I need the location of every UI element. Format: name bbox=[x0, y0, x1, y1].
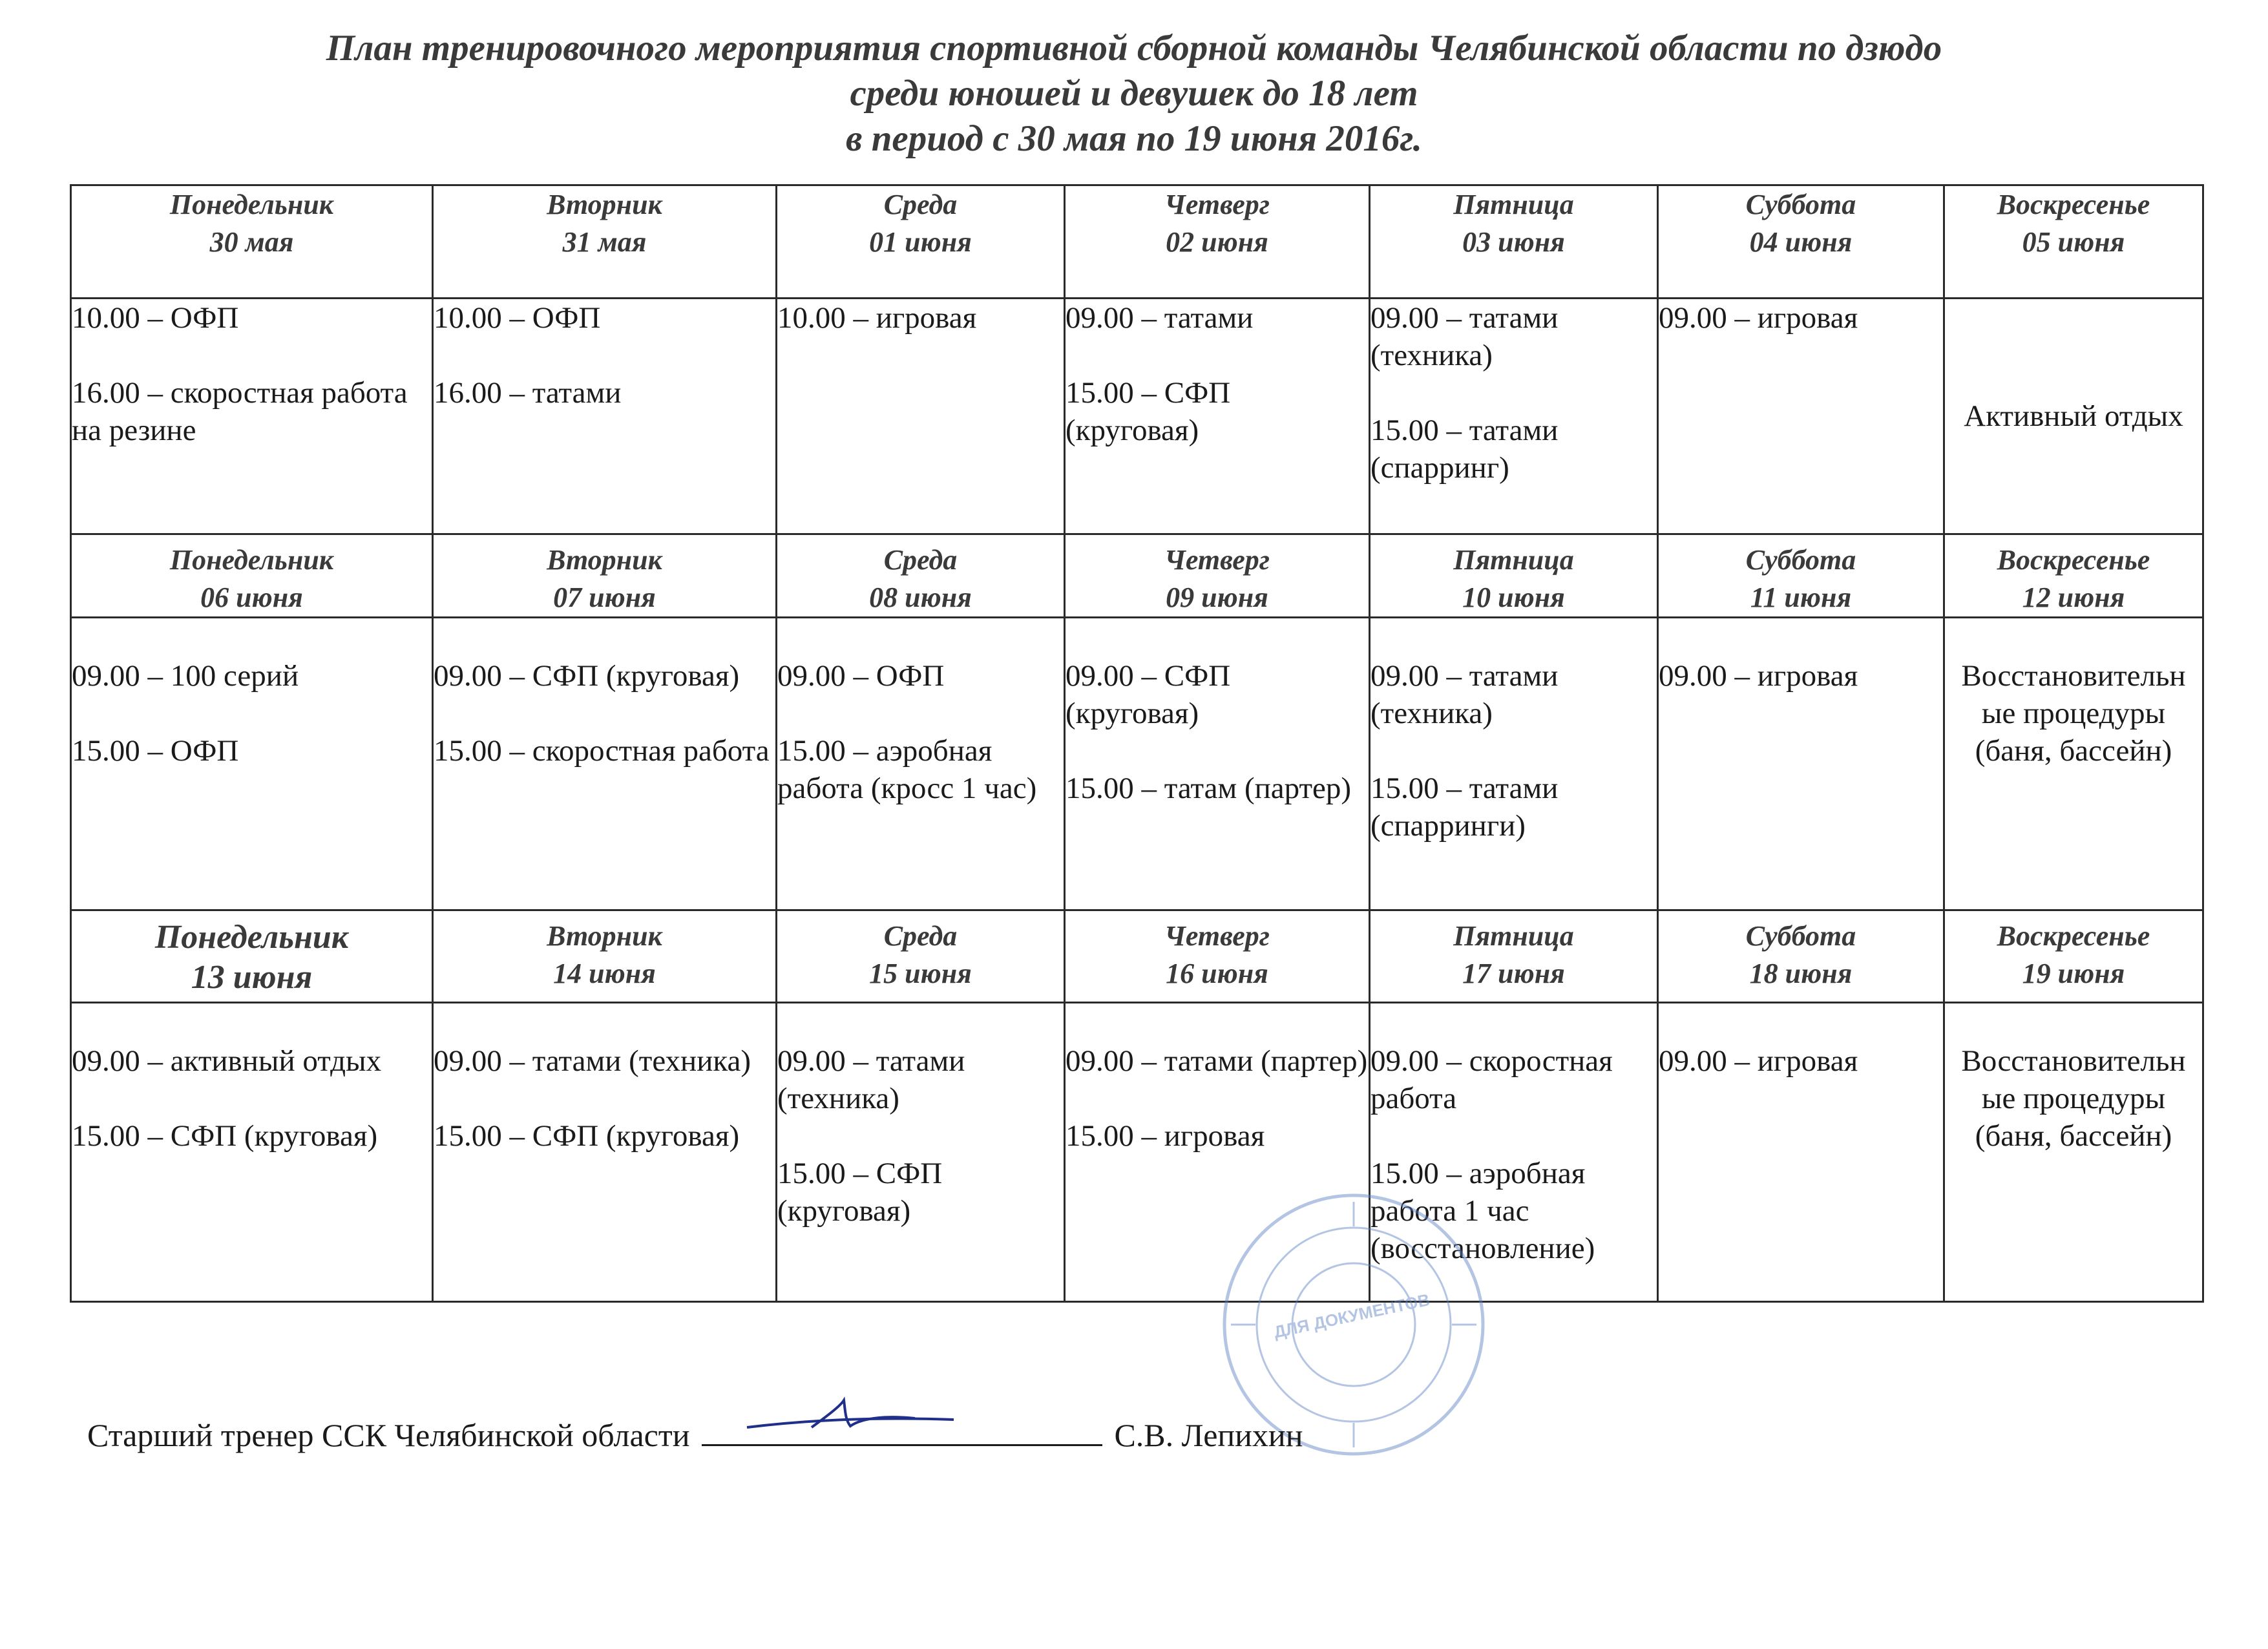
stamp-text: ДЛЯ ДОКУМЕНТОВ bbox=[1272, 1290, 1432, 1342]
day-date: 15 июня bbox=[869, 958, 972, 989]
day-date: 12 июня bbox=[2022, 582, 2125, 613]
day-date: 19 июня bbox=[2022, 958, 2125, 989]
schedule-cell bbox=[433, 618, 777, 910]
schedule-row bbox=[71, 618, 2203, 910]
schedule-cell bbox=[777, 299, 1065, 534]
day-date: 16 июня bbox=[1166, 958, 1268, 989]
day-name: Пятница bbox=[1453, 544, 1574, 576]
activity-entry: 15.00 – татами (спарринги) bbox=[1370, 772, 1559, 843]
activity-entry: 15.00 – аэробная работа (кросс 1 час) bbox=[777, 734, 1037, 805]
day-header bbox=[1658, 534, 1944, 618]
day-date: 11 июня bbox=[1750, 582, 1852, 613]
day-name: Воскресенье bbox=[1997, 544, 2150, 576]
day-header bbox=[1944, 910, 2203, 1003]
day-name: Пятница bbox=[1453, 920, 1574, 952]
activity-entry: 09.00 – СФП (круговая) bbox=[434, 659, 740, 693]
schedule-cell bbox=[1944, 1003, 2203, 1302]
day-header bbox=[1658, 185, 1944, 299]
activity-entry: 09.00 – скоростная работа bbox=[1370, 1044, 1613, 1115]
day-name: Пятница bbox=[1453, 189, 1574, 220]
day-name: Среда bbox=[883, 920, 958, 952]
schedule-cell bbox=[1658, 299, 1944, 534]
day-header bbox=[1065, 185, 1370, 299]
day-header bbox=[1658, 910, 1944, 1003]
schedule-cell bbox=[433, 299, 777, 534]
day-name: Среда bbox=[883, 544, 958, 576]
activity-entry: 15.00 – татам (партер) bbox=[1066, 772, 1352, 805]
signer-position: Старший тренер ССК Челябинской области bbox=[87, 1417, 690, 1453]
day-name: Воскресенье bbox=[1997, 920, 2150, 952]
day-header bbox=[777, 534, 1065, 618]
schedule-table bbox=[70, 184, 2204, 1303]
day-date: 17 июня bbox=[1462, 958, 1565, 989]
day-header bbox=[777, 185, 1065, 299]
activity-entry: 10.00 – ОФП bbox=[434, 301, 601, 335]
activity-entry: 15.00 – ОФП bbox=[72, 734, 239, 768]
day-date: 13 июня bbox=[191, 959, 313, 996]
day-header bbox=[433, 534, 777, 618]
activity-entry: 09.00 – татами (техника) bbox=[434, 1044, 751, 1078]
activity-entry: 09.00 – активный отдых bbox=[72, 1044, 382, 1078]
day-name: Вторник bbox=[547, 189, 662, 220]
day-date: 04 июня bbox=[1749, 226, 1853, 258]
signature-block bbox=[87, 1412, 1303, 1455]
activity-entry: 15.00 – СФП (круговая) bbox=[434, 1119, 740, 1153]
day-name: Суббота bbox=[1745, 544, 1856, 576]
activity-entry: 15.00 – аэробная работа 1 час (восстановление) bbox=[1370, 1157, 1595, 1265]
activity-entry: 16.00 – татами bbox=[434, 376, 622, 410]
day-date: 10 июня bbox=[1462, 582, 1565, 613]
signature-line bbox=[702, 1412, 1102, 1446]
day-header bbox=[1065, 910, 1370, 1003]
day-name: Понедельник bbox=[169, 544, 334, 576]
schedule-cell bbox=[71, 299, 433, 534]
activity-entry: 15.00 – СФП (круговая) bbox=[72, 1119, 378, 1153]
day-name: Вторник bbox=[547, 544, 662, 576]
activity-entry: Восстановительн ые процедуры (баня, бассейн) bbox=[1961, 659, 2186, 768]
activity-entry: 15.00 – игровая bbox=[1066, 1119, 1265, 1153]
day-header-row bbox=[71, 534, 2203, 618]
day-header bbox=[71, 534, 433, 618]
activity-entry: 15.00 – СФП (круговая) bbox=[777, 1157, 943, 1228]
schedule-cell bbox=[71, 618, 433, 910]
activity-entry: 09.00 – игровая bbox=[1659, 301, 1858, 335]
day-date: 01 июня bbox=[869, 226, 972, 258]
day-date: 08 июня bbox=[869, 582, 972, 613]
day-date: 02 июня bbox=[1166, 226, 1268, 258]
schedule-row bbox=[71, 1003, 2203, 1302]
schedule-cell bbox=[777, 1003, 1065, 1302]
day-date: 07 июня bbox=[553, 582, 656, 613]
day-name: Воскресенье bbox=[1997, 189, 2150, 220]
schedule-cell bbox=[1370, 618, 1658, 910]
activity-entry: 09.00 – татами (техника) bbox=[1370, 301, 1559, 372]
day-name: Суббота bbox=[1745, 920, 1856, 952]
activity-entry: Восстановительн ые процедуры (баня, бассейн) bbox=[1961, 1044, 2186, 1153]
day-header bbox=[1065, 534, 1370, 618]
activity-entry: 09.00 – игровая bbox=[1659, 1044, 1858, 1078]
day-date: 14 июня bbox=[553, 958, 656, 989]
activity-entry: 09.00 – татами (техника) bbox=[1370, 659, 1559, 730]
activity-entry: 09.00 – татами (партер) bbox=[1066, 1044, 1368, 1078]
activity-entry: 09.00 – 100 серий bbox=[72, 659, 299, 693]
day-name: Четверг bbox=[1164, 544, 1270, 576]
activity-entry: 16.00 – скоростная работа на резине bbox=[72, 376, 408, 447]
day-name: Четверг bbox=[1164, 189, 1270, 220]
schedule-cell bbox=[1065, 299, 1370, 534]
schedule-cell bbox=[1944, 618, 2203, 910]
activity-entry: 09.00 – СФП (круговая) bbox=[1066, 659, 1231, 730]
schedule-cell bbox=[1370, 299, 1658, 534]
day-date: 31 мая bbox=[562, 226, 647, 258]
title-line-3: в период с 30 мая по 19 июня 2016г. bbox=[846, 118, 1422, 159]
schedule-cell bbox=[71, 1003, 433, 1302]
schedule-cell bbox=[1944, 299, 2203, 534]
day-header bbox=[777, 910, 1065, 1003]
schedule-cell bbox=[1658, 1003, 1944, 1302]
schedule-cell bbox=[777, 618, 1065, 910]
schedule-cell bbox=[1658, 618, 1944, 910]
day-header bbox=[1944, 185, 2203, 299]
day-name: Суббота bbox=[1745, 189, 1856, 220]
signer-name: С.В. Лепихин bbox=[1114, 1417, 1303, 1453]
activity-entry: 10.00 – ОФП bbox=[72, 301, 239, 335]
schedule-row bbox=[71, 299, 2203, 534]
day-header bbox=[1944, 534, 2203, 618]
day-header bbox=[433, 910, 777, 1003]
day-date: 03 июня bbox=[1462, 226, 1565, 258]
activity-entry: Активный отдых bbox=[1964, 399, 2183, 433]
day-name: Четверг bbox=[1164, 920, 1270, 952]
handwritten-signature bbox=[702, 1387, 1102, 1439]
day-header bbox=[71, 910, 433, 1003]
activity-entry: 09.00 – татами (техника) bbox=[777, 1044, 965, 1115]
document-title bbox=[0, 26, 2268, 162]
title-line-1: План тренировочного мероприятия спортивной сборной команды Челябинской области по дзюдо bbox=[326, 28, 1942, 68]
activity-entry: 10.00 – игровая bbox=[777, 301, 977, 335]
day-date: 05 июня bbox=[2022, 226, 2125, 258]
schedule-cell bbox=[433, 1003, 777, 1302]
day-header bbox=[1370, 910, 1658, 1003]
day-name: Понедельник bbox=[154, 919, 349, 956]
day-header-row bbox=[71, 185, 2203, 299]
activity-entry: 15.00 – скоростная работа bbox=[434, 734, 770, 768]
activity-entry: 09.00 – ОФП bbox=[777, 659, 945, 693]
activity-entry: 09.00 – татами bbox=[1066, 301, 1254, 335]
activity-entry: 09.00 – игровая bbox=[1659, 659, 1858, 693]
day-date: 18 июня bbox=[1749, 958, 1853, 989]
day-header bbox=[71, 185, 433, 299]
schedule-body bbox=[71, 185, 2203, 1302]
day-header bbox=[433, 185, 777, 299]
day-header-row bbox=[71, 910, 2203, 1003]
day-header bbox=[1370, 534, 1658, 618]
activity-entry: 15.00 – СФП (круговая) bbox=[1066, 376, 1231, 447]
activity-entry: 15.00 – татами (спарринг) bbox=[1370, 414, 1559, 485]
day-date: 30 мая bbox=[209, 226, 294, 258]
day-date: 06 июня bbox=[200, 582, 303, 613]
schedule-cell bbox=[1065, 618, 1370, 910]
day-name: Понедельник bbox=[169, 189, 334, 220]
day-header bbox=[1370, 185, 1658, 299]
day-date: 09 июня bbox=[1166, 582, 1268, 613]
title-line-2: среди юношей и девушек до 18 лет bbox=[850, 73, 1418, 114]
day-name: Вторник bbox=[547, 920, 662, 952]
day-name: Среда bbox=[883, 189, 958, 220]
